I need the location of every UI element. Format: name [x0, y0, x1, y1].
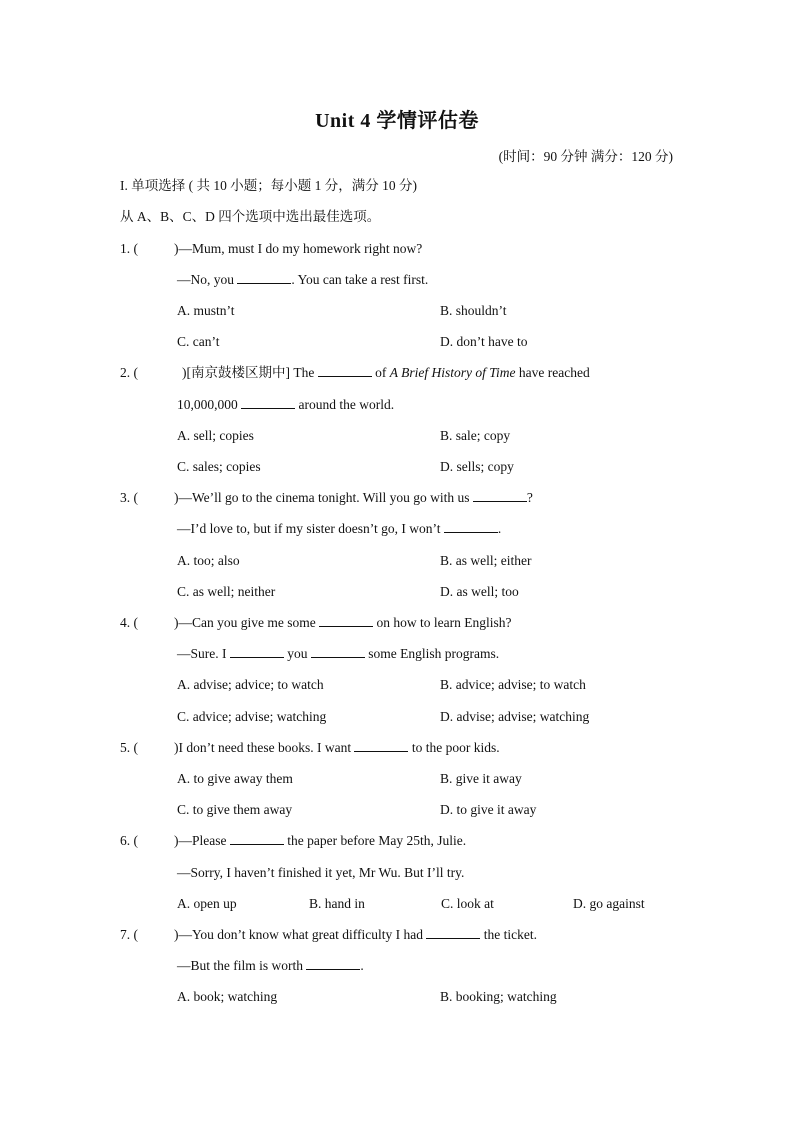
option-d[interactable]: D. go against: [573, 896, 645, 911]
option-c[interactable]: C. sales; copies: [177, 459, 261, 474]
option-a[interactable]: A. to give away them: [177, 771, 293, 786]
option-a[interactable]: A. book; watching: [177, 989, 278, 1004]
option-c[interactable]: C. to give them away: [177, 802, 293, 817]
option-b[interactable]: B. shouldn’t: [440, 303, 507, 318]
question-2-line2: 10,000,000 around the world.: [177, 397, 395, 412]
book-title: A Brief History of Time: [389, 365, 516, 380]
option-a[interactable]: A. advise; advice; to watch: [177, 677, 324, 692]
question-6: 6. ( )—Please the paper before May 25th, Julie.: [120, 833, 467, 848]
option-a[interactable]: A. open up: [177, 896, 237, 911]
option-d[interactable]: D. to give it away: [440, 802, 537, 817]
option-a[interactable]: A. mustn’t: [177, 303, 235, 318]
question-stem: —Mum, must I do my homework right now?: [178, 241, 423, 256]
option-c[interactable]: C. advice; advise; watching: [177, 709, 327, 724]
question-number: 3. (: [120, 490, 138, 505]
answer-blank[interactable]: [230, 645, 284, 658]
question-3-reply: —I’d love to, but if my sister doesn’t go, I won’t .: [177, 521, 502, 536]
option-d[interactable]: D. sells; copy: [440, 459, 514, 474]
option-b[interactable]: B. give it away: [440, 771, 522, 786]
option-a[interactable]: A. sell; copies: [177, 428, 254, 443]
answer-blank[interactable]: [311, 645, 365, 658]
answer-blank[interactable]: [319, 614, 373, 627]
question-5: 5. ( )I don’t need these books. I want to the poor kids.: [120, 740, 500, 755]
answer-blank[interactable]: [354, 739, 408, 752]
option-b[interactable]: B. hand in: [309, 896, 365, 911]
answer-blank[interactable]: [318, 364, 372, 377]
option-b[interactable]: B. as well; either: [440, 553, 532, 568]
question-number: 7. (: [120, 927, 138, 942]
option-c[interactable]: C. can’t: [177, 334, 220, 349]
option-d[interactable]: D. don’t have to: [440, 334, 528, 349]
option-c[interactable]: C. look at: [441, 896, 494, 911]
question-number: 2. (: [120, 365, 138, 380]
exam-title: Unit 4 学情评估卷: [315, 110, 479, 132]
option-d[interactable]: D. advise; advise; watching: [440, 709, 590, 724]
question-1: 1. ( )—Mum, must I do my homework right now?: [120, 241, 423, 256]
option-c[interactable]: C. as well; neither: [177, 584, 276, 599]
question-source: [南京鼓楼区期中]: [186, 365, 290, 380]
option-a[interactable]: A. too; also: [177, 553, 240, 568]
answer-blank[interactable]: [241, 396, 295, 409]
question-number: 1. (: [120, 241, 138, 256]
option-b[interactable]: B. booking; watching: [440, 989, 557, 1004]
answer-blank[interactable]: [473, 489, 527, 502]
answer-blank[interactable]: [230, 832, 284, 845]
answer-blank[interactable]: [237, 271, 291, 284]
exam-time-score: (时间：90 分钟 满分：120 分): [498, 149, 673, 164]
question-number: 6. (: [120, 833, 138, 848]
section-heading: I. 单项选择 ( 共 10 小题；每小题 1 分，满分 10 分): [120, 178, 417, 193]
option-b[interactable]: B. sale; copy: [440, 428, 511, 443]
question-number: 4. (: [120, 615, 138, 630]
option-b[interactable]: B. advice; advise; to watch: [440, 677, 586, 692]
question-3: 3. ( )—We’ll go to the cinema tonight. Will you go with us ?: [120, 490, 533, 505]
answer-blank[interactable]: [306, 957, 360, 970]
answer-blank[interactable]: [444, 520, 498, 533]
question-7: 7. ( )—You don’t know what great difficulty I had the ticket.: [120, 927, 537, 942]
question-7-reply: —But the film is worth .: [177, 958, 364, 973]
question-1-reply: —No, you . You can take a rest first.: [177, 272, 429, 287]
question-4: 4. ( )—Can you give me some on how to learn English?: [120, 615, 512, 630]
question-2: 2. ( )[南京鼓楼区期中] The of A Brief History of Time have reached: [120, 365, 590, 380]
question-4-reply: —Sure. I you some English programs.: [177, 646, 500, 661]
option-d[interactable]: D. as well; too: [440, 584, 519, 599]
section-instruction: 从 A、B、C、D 四个选项中选出最佳选项。: [120, 209, 381, 224]
answer-blank[interactable]: [426, 926, 480, 939]
question-number: 5. (: [120, 740, 138, 755]
question-6-reply: —Sorry, I haven’t finished it yet, Mr Wu. But I’ll try.: [177, 865, 465, 880]
